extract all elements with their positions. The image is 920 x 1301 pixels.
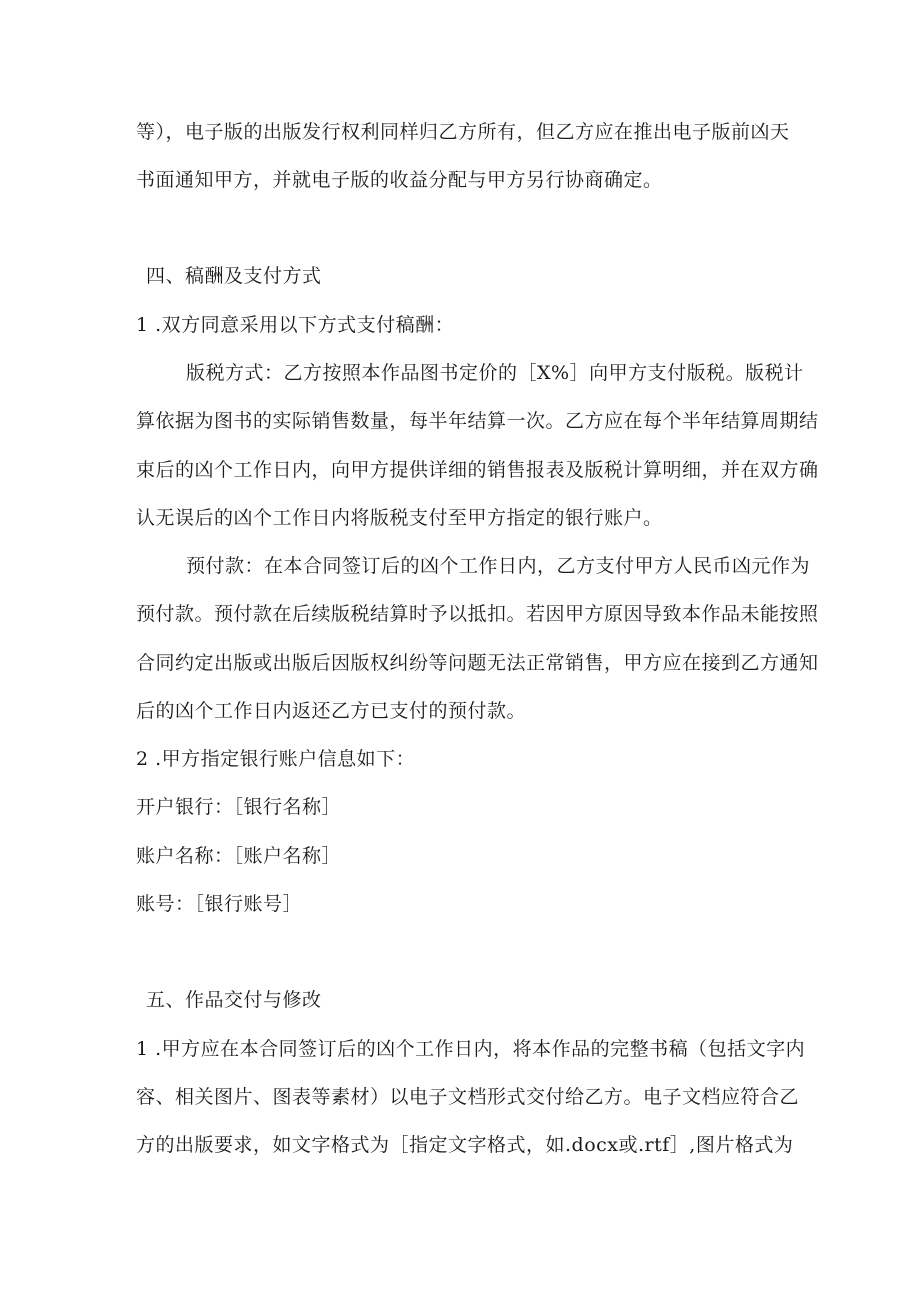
list-item-2: 2 .甲方指定银行账户信息如下： [136,748,416,770]
paragraph-line: 认无误后的凶个工作日内将版税支付至甲方指定的银行账户。 [136,507,663,529]
paragraph-line: 容、相关图片、图表等素材）以电子文档形式交付给乙方。电子文档应符合乙 [136,1086,800,1108]
paragraph-line: 算依据为图书的实际销售数量，每半年结算一次。乙方应在每个半年结算周期结 [136,410,819,432]
bank-name-field: 开户银行：［银行名称］ [136,796,342,818]
paragraph-line: 版税方式：乙方按照本作品图书定价的［X%］向甲方支付版税。版税计 [186,362,804,384]
paragraph-line: 合同约定出版或出版后因版权纠纷等问题无法正常销售，甲方应在接到乙方通知 [136,652,819,674]
account-name-field: 账户名称：［账户名称］ [136,845,342,867]
paragraph-line: 后的凶个工作日内返还乙方已支付的预付款。 [136,700,527,722]
paragraph-line: 方的出版要求，如文字格式为［指定文字格式，如.docx或.rtf］,图片格式为 [136,1134,794,1156]
section-heading-5: 五、作品交付与修改 [146,989,322,1011]
paragraph-line: 书面通知甲方，并就电子版的收益分配与甲方另行协商确定。 [136,169,663,191]
paragraph-line: 预付款。预付款在后续版税结算时予以抵扣。若因甲方原因导致本作品未能按照 [136,603,819,625]
section-heading-4: 四、稿酬及支付方式 [146,265,322,287]
paragraph-line: 束后的凶个工作日内，向甲方提供详细的销售报表及版税计算明细，并在双方确 [136,459,819,481]
list-item-1: 1 .双方同意采用以下方式支付稿酬： [136,314,455,336]
paragraph-line: 1 .甲方应在本合同签订后的凶个工作日内，将本作品的完整书稿（包括文字内 [136,1038,806,1060]
paragraph-line: 等），电子版的出版发行权利同样归乙方所有，但乙方应在推出电子版前凶天 [136,121,790,143]
paragraph-line: 预付款：在本合同签订后的凶个工作日内，乙方支付甲方人民币凶元作为 [186,555,811,577]
account-number-field: 账号：［银行账号］ [136,893,303,915]
